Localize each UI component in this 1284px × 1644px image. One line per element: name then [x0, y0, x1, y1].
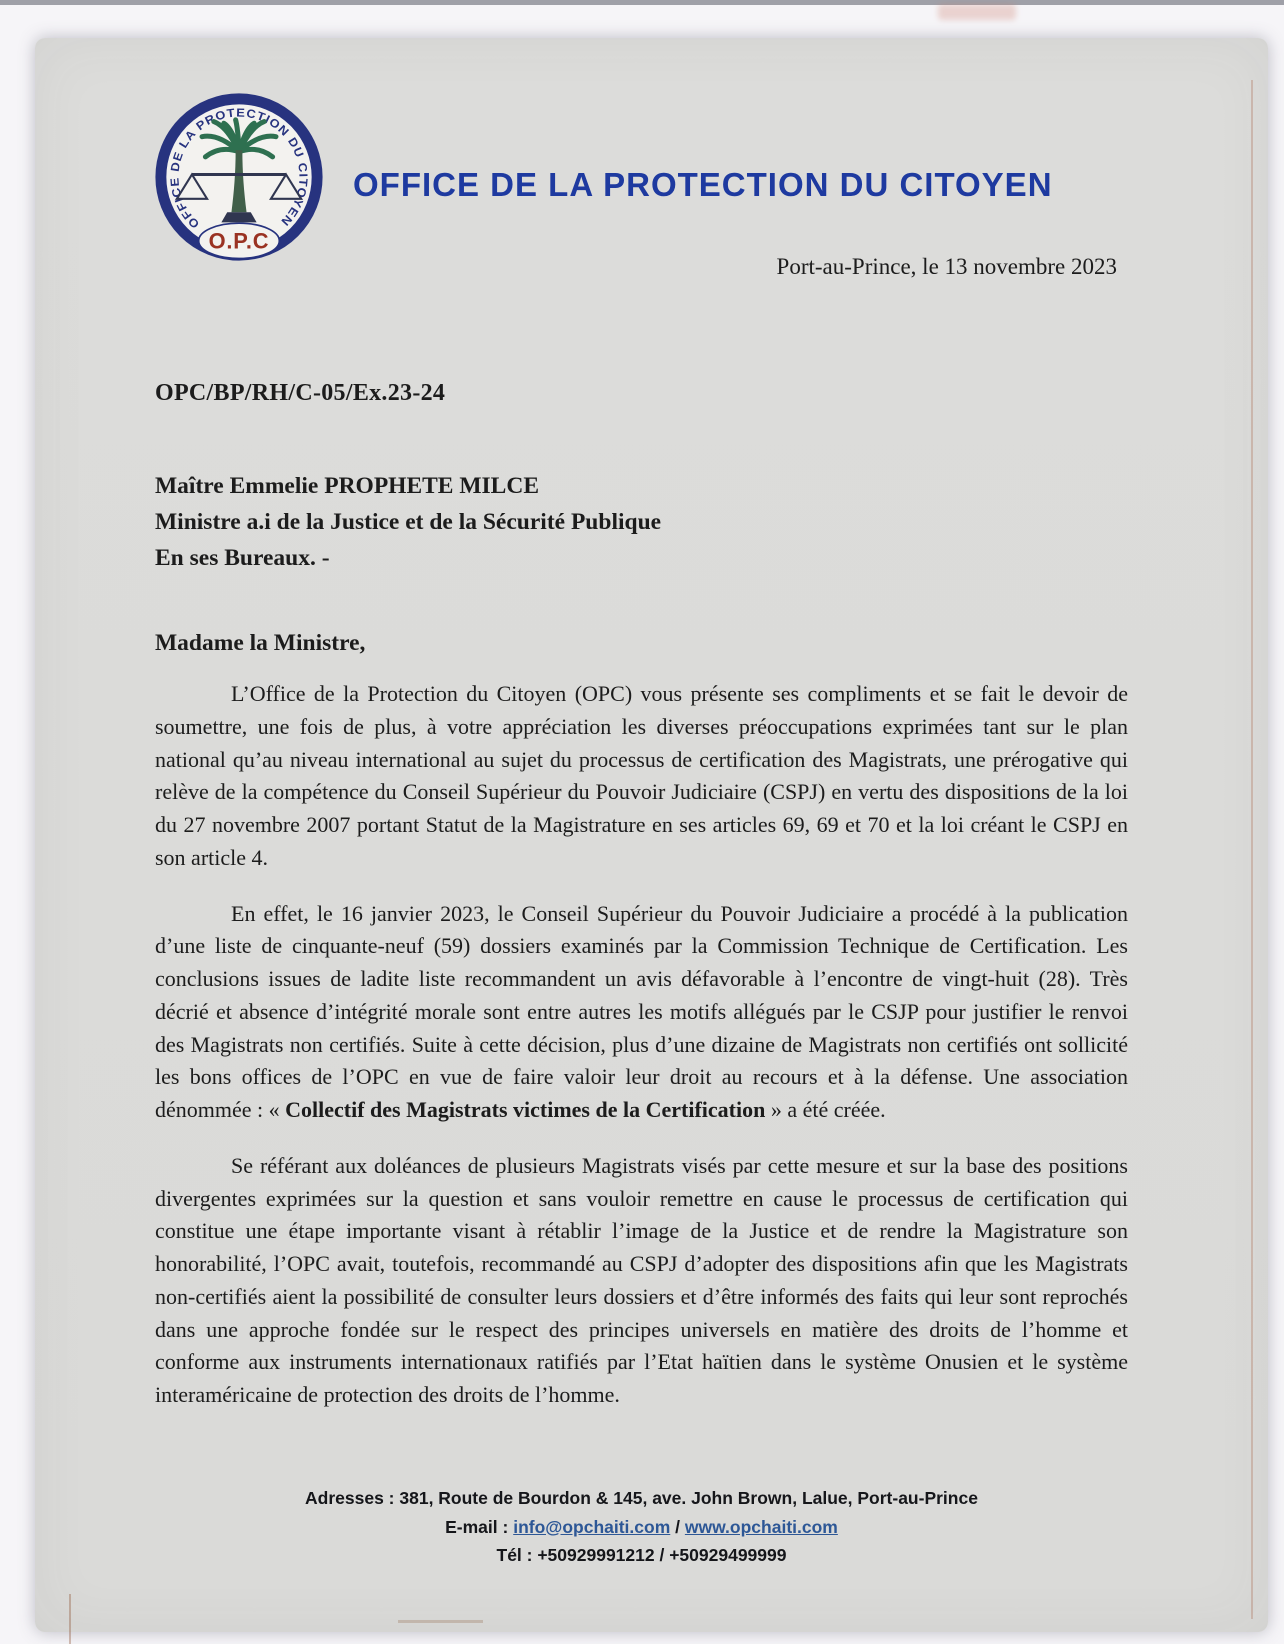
footer-website-link[interactable]: www.opchaiti.com — [684, 1516, 838, 1537]
dateline: Port-au-Prince, le 13 novembre 2023 — [776, 254, 1117, 279]
scales-pedestal — [221, 212, 256, 222]
seal-acronym: O.P.C — [208, 228, 270, 254]
footer-contact-line — [35, 1513, 1248, 1542]
paragraph-2-text-end: » a été créée. — [765, 1097, 886, 1122]
letter-body — [155, 678, 1128, 1435]
scan-edge-artifact-right — [1251, 80, 1253, 1619]
paragraph-1 — [155, 678, 1128, 875]
footer-phone: Tél : +50929991212 / +50929499999 — [496, 1545, 787, 1565]
footer-address: Adresses : 381, Route de Bourdon & 145, ave. John Brown, Lalue, Port-au-Prince — [305, 1488, 978, 1508]
scan-smudge — [938, 4, 1016, 20]
paragraph-2 — [155, 898, 1128, 1127]
recipient-location: En ses Bureaux. - — [155, 545, 330, 571]
seal-ring-text: OFFICE DE LA PROTECTION DU CITOYEN — [168, 106, 310, 231]
recipient-title: Ministre a.i de la Justice et de la Sécurité Publique — [155, 509, 662, 535]
letter-footer — [35, 1484, 1248, 1570]
scan-edge-artifact-left — [69, 1594, 71, 1644]
paragraph-2-bold-phrase: Collectif des Magistrats victimes de la Certification — [285, 1097, 766, 1122]
recipient-name: Maître Emmelie PROPHETE MILCE — [155, 473, 539, 499]
salutation: Madame la Ministre, — [155, 630, 366, 656]
footer-separator: / — [670, 1516, 685, 1537]
footer-email-label: E-mail : — [445, 1516, 514, 1537]
recipient-block — [155, 468, 661, 576]
paragraph-3 — [155, 1150, 1128, 1412]
reference-number: OPC/BP/RH/C-05/Ex.23-24 — [155, 380, 446, 406]
org-title: OFFICE DE LA PROTECTION DU CITOYEN — [353, 166, 1053, 203]
scan-bottom-mark — [398, 1620, 483, 1623]
paragraph-3-text: Se référant aux doléances de plusieurs Magistrats visés par cette mesure et sur la base des positions divergentes exprimées sur la question et sans vouloir remettre en cause le processus de certification qui constitue une étape importante visant à rétablir l’image de la Justice et de rendre la Magistrature son honorabilité, l’OPC avait, toutefois, recommandé au CSPJ d’adopter des dispositions afin que les Magistrats non-certifiés aient la possibilité de consulter leurs dossiers et d’être informés des faits qui leur sont reprochés dans une approche fondée sur le respect des principes universels en matière des droits de l’homme et conforme aux instruments internationaux ratifiés par l’Etat haïtien dans le système Onusien et le système interaméricaine de protection des droits de l’homme. — [155, 1152, 1128, 1407]
opc-seal-logo — [155, 93, 323, 261]
scan-edge-bar — [0, 0, 1284, 5]
footer-email-link[interactable]: info@opchaiti.com — [513, 1516, 671, 1537]
paragraph-2-text: En effet, le 16 janvier 2023, le Conseil Supérieur du Pouvoir Judiciaire a procédé à la publication d’une liste de cinquante-neuf (59) dossiers examinés par la Commission Technique de Certification. Les conclusions issues de ladite liste recommandent un avis défavorable à l’encontre de vingt-huit (28). Très décrié et absence d’intégrité morale sont entre autres les motifs allégués par le CSJP pour justifier le renvoi des Magistrats non certifiés. Suite à cette décision, plus d’une dizaine de Magistrats non certifiés ont sollicité les bons offices de l’OPC en vue de faire valoir leur droit au recours et à la défense. Une association dénommée : « — [155, 900, 1128, 1122]
paragraph-1-text: L’Office de la Protection du Citoyen (OPC) vous présente ses compliments et se fait le devoir de soumettre, une fois de plus, à votre appréciation les diverses préoccupations exprimées tant sur le plan national qu’au niveau international au sujet du processus de certification des Magistrats, une prérogative qui relève de la compétence du Conseil Supérieur du Pouvoir Judiciaire (CSPJ) en vertu des dispositions de la loi du 27 novembre 2007 portant Statut de la Magistrature en ses articles 69, 69 et 70 et la loi créant le CSPJ en son article 4. — [155, 681, 1128, 870]
letter-paper — [35, 38, 1268, 1632]
